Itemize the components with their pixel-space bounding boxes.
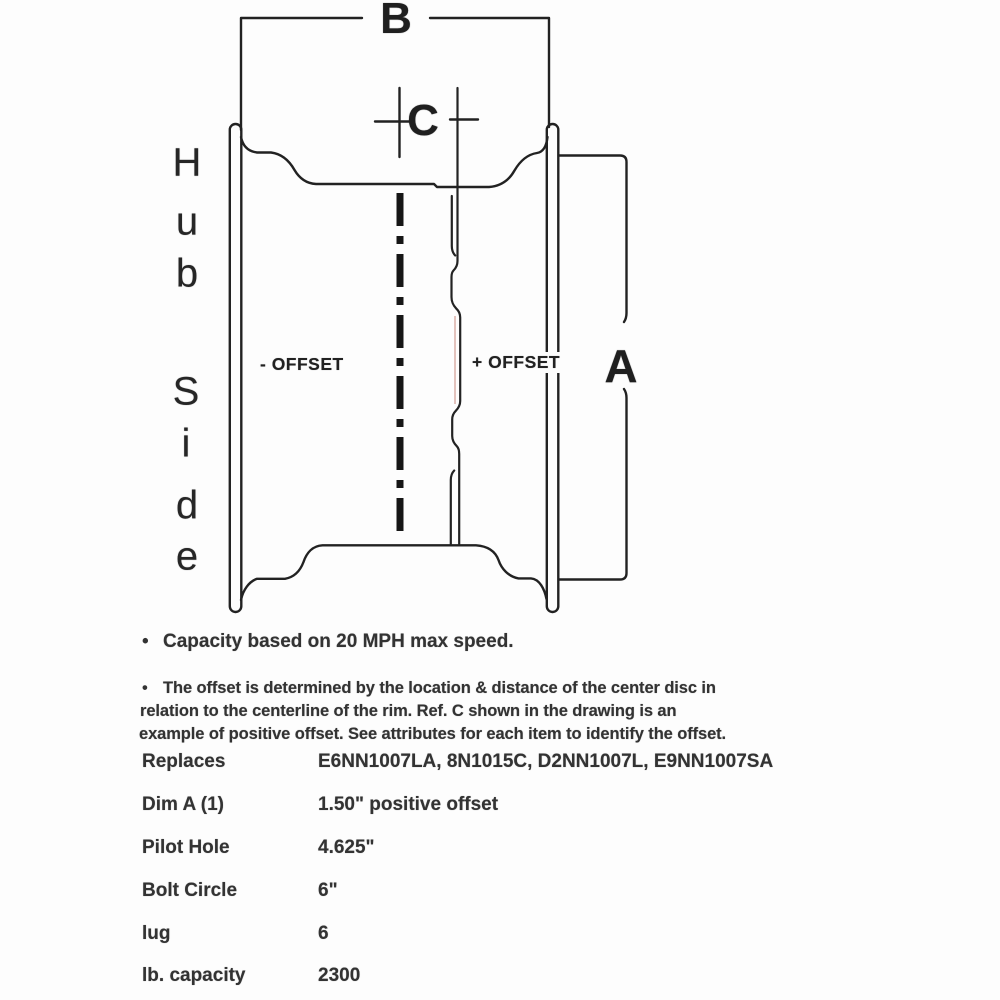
dim-b-bracket-left	[241, 18, 362, 130]
hub-side-letter: u	[175, 199, 199, 244]
center-disc-inner-bottom	[451, 471, 454, 545]
spec-label: Bolt Circle	[142, 880, 238, 901]
hub-side-letter: H	[172, 140, 202, 185]
dim-c-label: C	[407, 96, 439, 145]
spec-value: E6NN1007LA, 8N1015C, D2NN1007L, E9NN1007SA	[318, 751, 774, 772]
spec-label: Replaces	[142, 751, 226, 772]
center-disc-outline	[452, 88, 461, 544]
positive-offset-label: + OFFSET	[472, 352, 561, 372]
bullet-icon: •	[142, 631, 149, 652]
dim-b-bracket-right	[430, 18, 549, 127]
bullet-icon: •	[142, 679, 148, 697]
spec-value: 6	[318, 923, 329, 944]
negative-offset-label: - OFFSET	[260, 354, 344, 374]
spec-value: 1.50" positive offset	[318, 794, 499, 815]
hub-side-letter: b	[175, 251, 199, 296]
hub-side-letter: S	[172, 369, 200, 414]
spec-value: 6"	[318, 880, 338, 901]
spec-label: lug	[142, 923, 171, 944]
spec-label: Dim A (1)	[142, 794, 224, 815]
spec-value: 2300	[318, 965, 361, 986]
spec-label: lb. capacity	[142, 965, 246, 986]
rim-bottom-profile	[241, 545, 547, 600]
note-offset-line-1: The offset is determined by the location & distance of the center disc in	[163, 679, 716, 697]
center-disc-inner-top	[452, 196, 455, 256]
note-capacity: Capacity based on 20 MPH max speed.	[163, 631, 514, 652]
left-flange	[230, 124, 242, 612]
spec-value: 4.625"	[318, 837, 375, 858]
hub-side-letter: e	[175, 534, 199, 579]
note-offset-line-3: example of positive offset. See attributes for each item to identify the offset.	[139, 725, 727, 743]
hub-side-letter: d	[175, 483, 199, 528]
spec-label: Pilot Hole	[142, 837, 230, 858]
dim-a-bracket-bottom	[559, 389, 627, 580]
dim-a-bracket-top	[559, 156, 627, 323]
hub-side-letter: i	[181, 421, 191, 466]
rim-top-profile	[241, 137, 548, 187]
dim-b-label: B	[380, 0, 412, 43]
dim-a-label: A	[604, 340, 638, 392]
note-offset-line-2: relation to the centerline of the rim. Ref. C shown in the drawing is an	[140, 702, 677, 720]
